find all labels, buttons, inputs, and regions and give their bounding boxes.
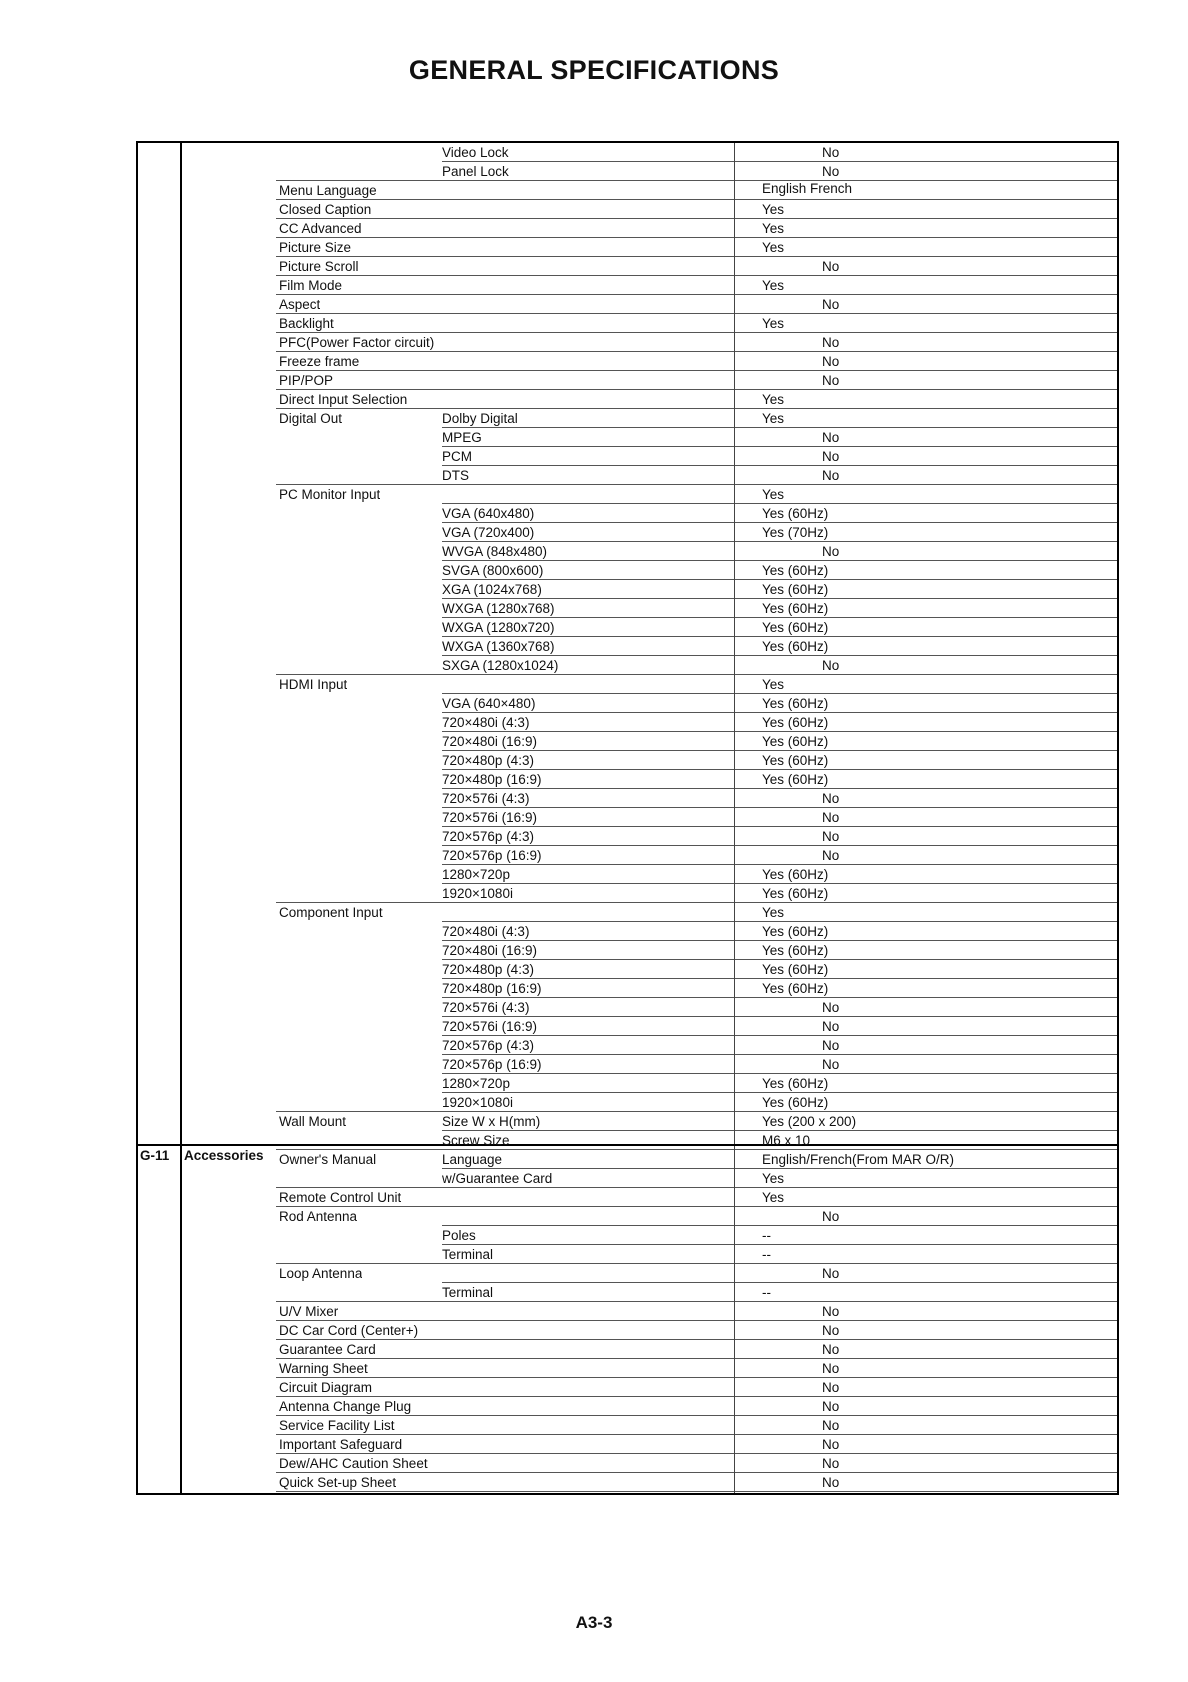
spec-row bbox=[138, 656, 1117, 675]
spec-item-label: Freeze frame bbox=[279, 354, 360, 369]
spec-row bbox=[138, 238, 1117, 257]
spec-subitem-label: 720×480p (16:9) bbox=[442, 981, 542, 996]
spec-row bbox=[138, 694, 1117, 713]
spec-subitem-label: Dolby Digital bbox=[442, 411, 518, 426]
spec-subitem-label: 720×480p (4:3) bbox=[442, 962, 534, 977]
page-number: A3-3 bbox=[575, 1613, 613, 1632]
spec-value: Yes (60Hz) bbox=[762, 924, 829, 939]
spec-item-label: Menu Language bbox=[279, 183, 377, 198]
spec-value: No bbox=[822, 1380, 840, 1395]
spec-item-label: Backlight bbox=[279, 316, 334, 331]
spec-value: No bbox=[822, 449, 840, 464]
spec-value: No bbox=[822, 430, 840, 445]
spec-value: No bbox=[822, 1057, 840, 1072]
spec-subitem-label: WXGA (1280x768) bbox=[442, 601, 555, 616]
row-rule bbox=[735, 1491, 1117, 1492]
spec-item-label: Wall Mount bbox=[279, 1114, 347, 1129]
spec-row bbox=[138, 1359, 1117, 1378]
spec-value: No bbox=[822, 164, 840, 179]
spec-row bbox=[138, 827, 1117, 846]
spec-value: No bbox=[822, 1000, 840, 1015]
spec-subitem-label: MPEG bbox=[442, 430, 482, 445]
spec-value: No bbox=[822, 810, 840, 825]
spec-row bbox=[138, 751, 1117, 770]
spec-item-label: Picture Size bbox=[279, 240, 352, 255]
spec-row bbox=[138, 181, 1117, 200]
spec-value: Yes (60Hz) bbox=[762, 601, 829, 616]
spec-value: No bbox=[822, 259, 840, 274]
spec-item-label: PC Monitor Input bbox=[279, 487, 381, 502]
spec-row bbox=[138, 1169, 1117, 1188]
spec-row bbox=[138, 466, 1117, 485]
spec-subitem-label: SVGA (800x600) bbox=[442, 563, 544, 578]
spec-row bbox=[138, 1074, 1117, 1093]
spec-value: Yes (60Hz) bbox=[762, 886, 829, 901]
spec-row bbox=[138, 789, 1117, 808]
spec-row bbox=[138, 428, 1117, 447]
spec-value: Yes bbox=[762, 278, 785, 293]
spec-row bbox=[138, 1093, 1117, 1112]
spec-value: No bbox=[822, 1038, 840, 1053]
spec-subitem-label: Language bbox=[442, 1152, 503, 1167]
spec-subitem-label: 1280×720p bbox=[442, 867, 510, 882]
spec-row bbox=[138, 485, 1117, 504]
spec-subitem-label: WXGA (1280x720) bbox=[442, 620, 555, 635]
spec-value: Yes (60Hz) bbox=[762, 943, 829, 958]
spec-row bbox=[138, 1131, 1117, 1150]
spec-subitem-label: 720×480i (16:9) bbox=[442, 943, 537, 958]
spec-value: Yes (60Hz) bbox=[762, 639, 829, 654]
spec-subitem-label: PCM bbox=[442, 449, 472, 464]
spec-row bbox=[138, 409, 1117, 428]
spec-item-label: U/V Mixer bbox=[279, 1304, 339, 1319]
spec-value: Yes (60Hz) bbox=[762, 753, 829, 768]
spec-row bbox=[138, 1207, 1117, 1226]
spec-row bbox=[138, 1454, 1117, 1473]
spec-subitem-label: SXGA (1280x1024) bbox=[442, 658, 559, 673]
spec-value: No bbox=[822, 1418, 840, 1433]
spec-row bbox=[138, 1188, 1117, 1207]
spec-value: Yes (60Hz) bbox=[762, 1095, 829, 1110]
spec-value: -- bbox=[762, 1285, 771, 1300]
spec-row bbox=[138, 808, 1117, 827]
spec-subitem-label: DTS bbox=[442, 468, 469, 483]
spec-row bbox=[138, 637, 1117, 656]
spec-subitem-label: WXGA (1360x768) bbox=[442, 639, 555, 654]
spec-row bbox=[138, 770, 1117, 789]
spec-item-label: Rod Antenna bbox=[279, 1209, 358, 1224]
spec-value: Yes (200 x 200) bbox=[762, 1114, 857, 1129]
spec-item-label: PIP/POP bbox=[279, 373, 334, 388]
spec-row bbox=[138, 675, 1117, 694]
spec-item-label: Dew/AHC Caution Sheet bbox=[279, 1456, 428, 1471]
section-name: Accessories bbox=[184, 1148, 264, 1163]
spec-row bbox=[138, 618, 1117, 637]
spec-row bbox=[138, 542, 1117, 561]
spec-row bbox=[138, 960, 1117, 979]
spec-value: Yes (60Hz) bbox=[762, 1076, 829, 1091]
spec-value: Yes bbox=[762, 905, 785, 920]
spec-subitem-label: 720×480i (16:9) bbox=[442, 734, 537, 749]
spec-subitem-label: 720×480p (4:3) bbox=[442, 753, 534, 768]
spec-table bbox=[136, 141, 1119, 1495]
spec-value: Yes (70Hz) bbox=[762, 525, 829, 540]
spec-subitem-label: 720×576i (16:9) bbox=[442, 810, 537, 825]
spec-value: -- bbox=[762, 1247, 771, 1262]
spec-row bbox=[138, 580, 1117, 599]
spec-value: Yes (60Hz) bbox=[762, 506, 829, 521]
spec-row bbox=[138, 1150, 1117, 1169]
spec-subitem-label: 1280×720p bbox=[442, 1076, 510, 1091]
spec-subitem-label: 1920×1080i bbox=[442, 1095, 513, 1110]
spec-row bbox=[138, 143, 1117, 162]
spec-value: Yes (60Hz) bbox=[762, 563, 829, 578]
spec-row bbox=[138, 1378, 1117, 1397]
spec-subitem-label: VGA (640×480) bbox=[442, 696, 536, 711]
spec-item-label: Film Mode bbox=[279, 278, 343, 293]
spec-value: No bbox=[822, 1361, 840, 1376]
spec-value: No bbox=[822, 1323, 840, 1338]
spec-row bbox=[138, 1416, 1117, 1435]
spec-row bbox=[138, 1055, 1117, 1074]
spec-item-label: CC Advanced bbox=[279, 221, 362, 236]
spec-row bbox=[138, 257, 1117, 276]
spec-subitem-label: VGA (720x400) bbox=[442, 525, 535, 540]
spec-value: English/French(From MAR O/R) bbox=[762, 1152, 955, 1167]
spec-value: Yes bbox=[762, 1171, 785, 1186]
spec-row bbox=[138, 352, 1117, 371]
spec-value: No bbox=[822, 1266, 840, 1281]
spec-row bbox=[138, 390, 1117, 409]
spec-item-label: Service Facility List bbox=[279, 1418, 395, 1433]
spec-row bbox=[138, 1264, 1117, 1283]
spec-item-label: Antenna Change Plug bbox=[279, 1399, 412, 1414]
spec-value: M6 x 10 bbox=[762, 1133, 811, 1148]
spec-value: No bbox=[822, 791, 840, 806]
spec-value: Yes bbox=[762, 392, 785, 407]
spec-item-label: PFC(Power Factor circuit) bbox=[279, 335, 435, 350]
spec-item-label: DC Car Cord (Center+) bbox=[279, 1323, 419, 1338]
spec-item-label: Circuit Diagram bbox=[279, 1380, 373, 1395]
spec-subitem-label: 720×480p (16:9) bbox=[442, 772, 542, 787]
spec-row bbox=[138, 333, 1117, 352]
spec-value: No bbox=[822, 1019, 840, 1034]
spec-row bbox=[138, 1473, 1117, 1492]
spec-value: No bbox=[822, 829, 840, 844]
spec-value: -- bbox=[762, 1228, 771, 1243]
spec-row bbox=[138, 922, 1117, 941]
spec-value: Yes (60Hz) bbox=[762, 620, 829, 635]
spec-row bbox=[138, 1112, 1117, 1131]
spec-subitem-label: 1920×1080i bbox=[442, 886, 513, 901]
spec-subitem-label: 720×576i (4:3) bbox=[442, 791, 530, 806]
spec-value: No bbox=[822, 297, 840, 312]
spec-row bbox=[138, 1036, 1117, 1055]
spec-row bbox=[138, 1321, 1117, 1340]
spec-value: Yes (60Hz) bbox=[762, 582, 829, 597]
spec-row bbox=[138, 1226, 1117, 1245]
spec-value: No bbox=[822, 1437, 840, 1452]
spec-row bbox=[138, 314, 1117, 333]
spec-row bbox=[138, 903, 1117, 922]
spec-value: No bbox=[822, 468, 840, 483]
spec-row bbox=[138, 998, 1117, 1017]
spec-row bbox=[138, 1397, 1117, 1416]
spec-subitem-label: Size W x H(mm) bbox=[442, 1114, 541, 1129]
spec-row bbox=[138, 599, 1117, 618]
spec-value: No bbox=[822, 658, 840, 673]
spec-value: No bbox=[822, 1399, 840, 1414]
spec-item-label: Picture Scroll bbox=[279, 259, 359, 274]
spec-value: Yes bbox=[762, 221, 785, 236]
spec-subitem-label: Terminal bbox=[442, 1247, 494, 1262]
section-id: G-11 bbox=[140, 1148, 170, 1163]
spec-row bbox=[138, 200, 1117, 219]
spec-subitem-label: 720×480i (4:3) bbox=[442, 924, 530, 939]
spec-value: No bbox=[822, 373, 840, 388]
spec-item-label: Digital Out bbox=[279, 411, 343, 426]
spec-row bbox=[138, 1017, 1117, 1036]
spec-value: Yes bbox=[762, 316, 785, 331]
spec-subitem-label: Panel Lock bbox=[442, 164, 509, 179]
spec-value: Yes (60Hz) bbox=[762, 962, 829, 977]
spec-subitem-label: 720×480i (4:3) bbox=[442, 715, 530, 730]
spec-value: Yes (60Hz) bbox=[762, 867, 829, 882]
spec-row bbox=[138, 1340, 1117, 1359]
spec-item-label: Important Safeguard bbox=[279, 1437, 403, 1452]
spec-subitem-label: 720×576p (16:9) bbox=[442, 1057, 542, 1072]
spec-item-label: Guarantee Card bbox=[279, 1342, 376, 1357]
spec-row bbox=[138, 162, 1117, 181]
spec-value: Yes bbox=[762, 487, 785, 502]
spec-item-label: Remote Control Unit bbox=[279, 1190, 402, 1205]
spec-row bbox=[138, 1302, 1117, 1321]
spec-row bbox=[138, 941, 1117, 960]
spec-item-label: Component Input bbox=[279, 905, 383, 920]
spec-value: No bbox=[822, 544, 840, 559]
spec-value: Yes (60Hz) bbox=[762, 696, 829, 711]
spec-item-label: Owner's Manual bbox=[279, 1152, 377, 1167]
spec-row bbox=[138, 504, 1117, 523]
spec-row bbox=[138, 732, 1117, 751]
spec-item-label: Aspect bbox=[279, 297, 321, 312]
spec-value: No bbox=[822, 1209, 840, 1224]
spec-subitem-label: w/Guarantee Card bbox=[442, 1171, 553, 1186]
spec-value: No bbox=[822, 1456, 840, 1471]
spec-value: Yes bbox=[762, 202, 785, 217]
spec-value: No bbox=[822, 1342, 840, 1357]
spec-row bbox=[138, 276, 1117, 295]
spec-row bbox=[138, 219, 1117, 238]
spec-row bbox=[138, 979, 1117, 998]
spec-row bbox=[138, 371, 1117, 390]
spec-value: Yes bbox=[762, 240, 785, 255]
spec-subitem-label: Screw Size bbox=[442, 1133, 510, 1148]
spec-row bbox=[138, 884, 1117, 903]
spec-row bbox=[138, 1435, 1117, 1454]
spec-value: English French bbox=[762, 181, 853, 196]
spec-row bbox=[138, 523, 1117, 542]
spec-value: No bbox=[822, 1304, 840, 1319]
spec-row bbox=[138, 447, 1117, 466]
spec-row bbox=[138, 865, 1117, 884]
spec-value: Yes (60Hz) bbox=[762, 734, 829, 749]
spec-subitem-label: VGA (640x480) bbox=[442, 506, 535, 521]
spec-value: Yes (60Hz) bbox=[762, 772, 829, 787]
page-title: GENERAL SPECIFICATIONS bbox=[408, 55, 780, 85]
spec-value: Yes bbox=[762, 411, 785, 426]
spec-value: No bbox=[822, 354, 840, 369]
spec-subitem-label: WVGA (848x480) bbox=[442, 544, 548, 559]
spec-subitem-label: 720×576p (4:3) bbox=[442, 829, 534, 844]
spec-subitem-label: 720×576p (16:9) bbox=[442, 848, 542, 863]
spec-item-label: HDMI Input bbox=[279, 677, 348, 692]
spec-subitem-label: Terminal bbox=[442, 1285, 494, 1300]
row-rule bbox=[276, 1491, 734, 1492]
spec-item-label: Loop Antenna bbox=[279, 1266, 363, 1281]
spec-item-label: Closed Caption bbox=[279, 202, 372, 217]
spec-row bbox=[138, 1283, 1117, 1302]
spec-row bbox=[138, 561, 1117, 580]
spec-value: Yes bbox=[762, 677, 785, 692]
spec-subitem-label: Poles bbox=[442, 1228, 476, 1243]
spec-value: No bbox=[822, 1475, 840, 1490]
spec-subitem-label: 720×576p (4:3) bbox=[442, 1038, 534, 1053]
spec-value: Yes (60Hz) bbox=[762, 981, 829, 996]
spec-item-label: Quick Set-up Sheet bbox=[279, 1475, 397, 1490]
spec-row bbox=[138, 713, 1117, 732]
spec-value: No bbox=[822, 145, 840, 160]
spec-subitem-label: 720×576i (16:9) bbox=[442, 1019, 537, 1034]
spec-value: No bbox=[822, 848, 840, 863]
spec-subitem-label: Video Lock bbox=[442, 145, 509, 160]
spec-value: Yes (60Hz) bbox=[762, 715, 829, 730]
spec-subitem-label: XGA (1024x768) bbox=[442, 582, 542, 597]
spec-row bbox=[138, 1245, 1117, 1264]
spec-value: Yes bbox=[762, 1190, 785, 1205]
spec-subitem-label: 720×576i (4:3) bbox=[442, 1000, 530, 1015]
spec-value: No bbox=[822, 335, 840, 350]
spec-row bbox=[138, 295, 1117, 314]
spec-item-label: Direct Input Selection bbox=[279, 392, 408, 407]
spec-item-label: Warning Sheet bbox=[279, 1361, 368, 1376]
spec-row bbox=[138, 846, 1117, 865]
